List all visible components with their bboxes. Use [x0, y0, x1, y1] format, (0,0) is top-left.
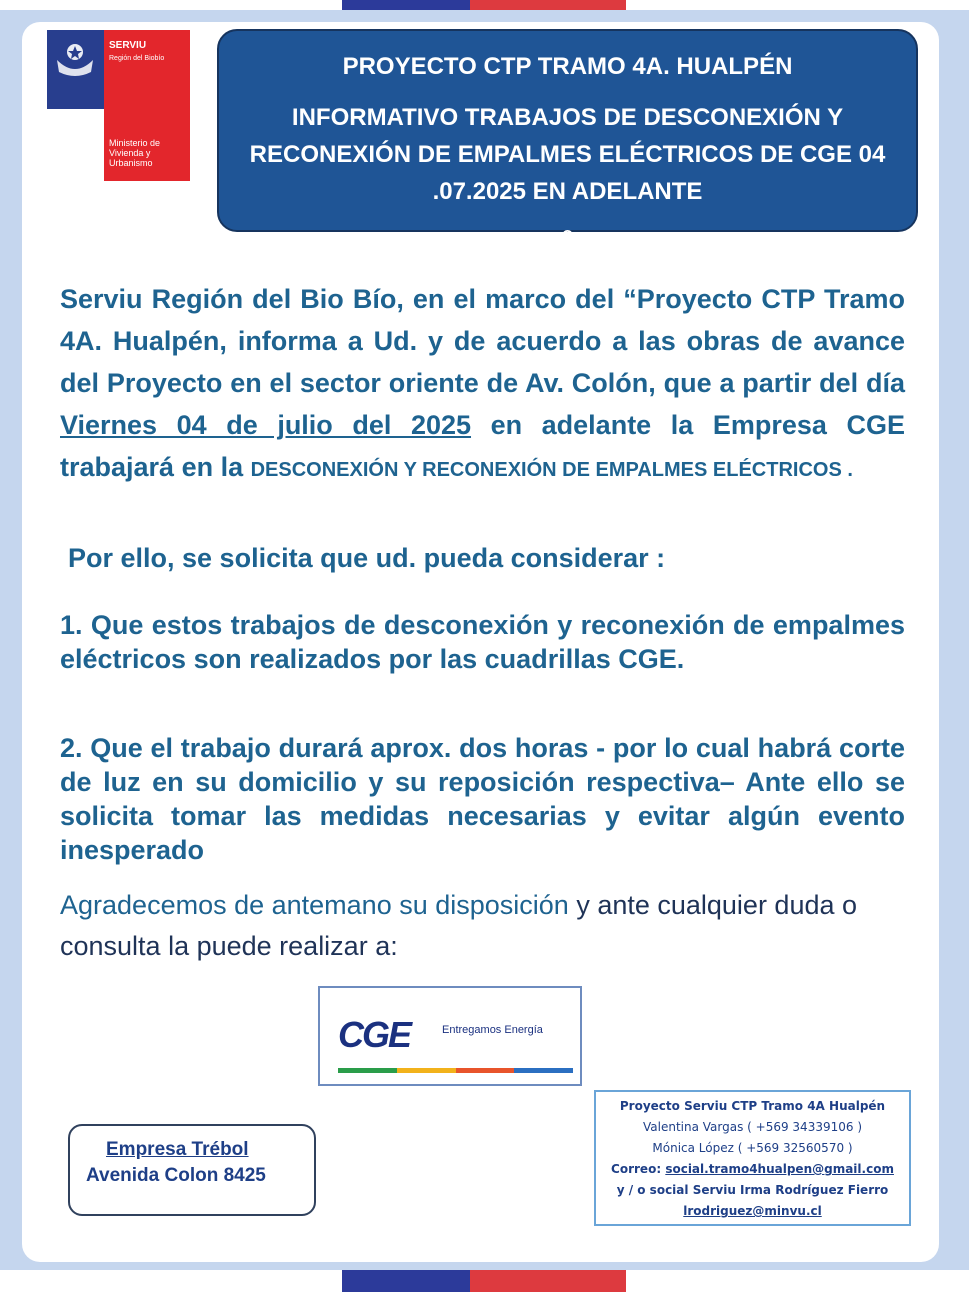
- closing-paragraph: [60, 885, 905, 967]
- contact-person-1: Valentina Vargas ( +569 34339106 ): [643, 1120, 862, 1134]
- contact-email-2[interactable]: lrodriguez@minvu.cl: [683, 1204, 822, 1218]
- cge-logo-box: [318, 986, 582, 1086]
- contact-email[interactable]: social.tramo4hualpen@gmail.com: [665, 1162, 894, 1176]
- trebol-address: Avenida Colon 8425: [86, 1165, 266, 1186]
- header-banner: [217, 29, 918, 244]
- contact-person-2: Mónica López ( +569 32560570 ): [652, 1141, 853, 1155]
- contact-title: Proyecto Serviu CTP Tramo 4A Hualpén: [619, 1099, 886, 1113]
- intro-text-b: en adelante la Empresa CGE trabajará en la: [60, 410, 905, 482]
- logo-region: Región del Biobío: [109, 55, 165, 62]
- request-heading: Por ello, se solicita que ud. pueda considerar :: [68, 543, 666, 573]
- header-extra: o: [562, 224, 573, 244]
- contact-alt: y / o social Serviu Irma Rodríguez Fierro: [616, 1183, 889, 1197]
- contact-box: [594, 1090, 911, 1226]
- intro-text-a: Serviu Región del Bio Bío, en el marco del “Proyecto CTP Tramo 4A. Hualpén, informa a Ud. y de acuerdo a las obras de avance del Proyecto en el sector oriente de Av. Colón, que a partir del día: [60, 284, 905, 398]
- closing-text-a: Agradecemos de antemano su disposición: [60, 890, 569, 920]
- intro-text-small: DESCONEXIÓN Y RECONEXIÓN DE EMPALMES ELÉCTRICOS .: [250, 459, 853, 481]
- logo-ministry: Ministerio de Vivienda y Urbanismo: [109, 138, 161, 168]
- chile-crest-icon: [51, 38, 99, 78]
- point-1: 1. Que estos trabajos de desconexión y reconexión de empalmes eléctricos son realizados por las cuadrillas CGE.: [60, 610, 905, 674]
- serviu-logo: [47, 30, 190, 181]
- intro-date: Viernes 04 de julio del 2025: [60, 410, 472, 440]
- trebol-name: Empresa Trébol: [106, 1139, 249, 1160]
- intro-paragraph: [60, 278, 905, 491]
- bottom-flag-bar: [342, 1270, 626, 1292]
- header-subtitle: INFORMATIVO TRABAJOS DE DESCONEXIÓN Y RECONEXIÓN DE EMPALMES ELÉCTRICOS DE CGE 04 .07.2025 EN ADELANTE: [249, 104, 886, 205]
- cge-color-line: [338, 1068, 573, 1073]
- closing-text-b: y ante cualquier duda o consulta la puede realizar a:: [60, 890, 858, 961]
- cge-logo: CGE: [338, 1014, 411, 1055]
- header-title: PROYECTO CTP TRAMO 4A. HUALPÉN: [342, 53, 793, 80]
- trebol-box: [68, 1124, 316, 1216]
- cge-tagline: Entregamos Energía: [442, 1024, 543, 1036]
- point-2: 2. Que el trabajo durará aprox. dos horas - por lo cual habrá corte de luz en su domicilio y su reposición respectiva– Ante ello se solicita tomar las medidas necesarias y evitar algún evento inesperado: [60, 733, 905, 865]
- logo-org: SERVIU: [109, 40, 147, 51]
- contact-email-label: Correo:: [611, 1162, 662, 1176]
